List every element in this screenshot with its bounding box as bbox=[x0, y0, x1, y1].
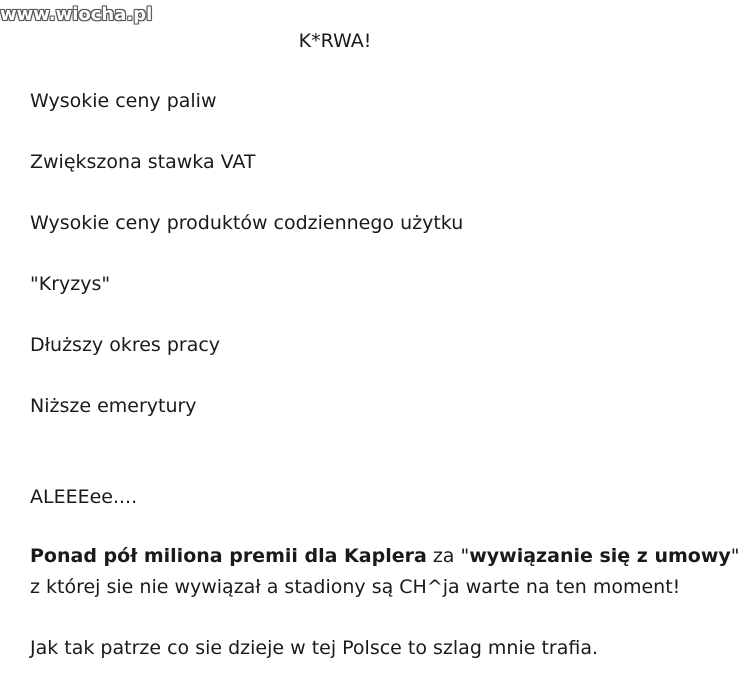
list-item: Wysokie ceny produktów codziennego użytku bbox=[30, 212, 464, 234]
closing-text: Jak tak patrze co sie dzieje w tej Polsce to szlag mnie trafia. bbox=[30, 637, 599, 659]
list-item: Wysokie ceny paliw bbox=[30, 90, 217, 112]
paragraph-bold-phrase: wywiązanie się z umowy bbox=[469, 545, 731, 567]
list-item: "Kryzys" bbox=[30, 273, 111, 295]
list-item: Dłuższy okres pracy bbox=[30, 334, 221, 356]
list-item: Niższe emerytury bbox=[30, 395, 197, 417]
paragraph-text: " z której sie nie wywiązał a stadiony są CH^ja warte na ten moment! bbox=[30, 545, 740, 598]
page-title: K*RWA! bbox=[298, 30, 372, 52]
paragraph-bold-phrase: Ponad pół miliona premii dla Kaplera bbox=[30, 545, 427, 567]
watermark-logo: www.wiocha.pl bbox=[0, 4, 153, 25]
paragraph-text: za " bbox=[426, 545, 470, 567]
main-paragraph bbox=[30, 541, 745, 603]
list-item: Zwiększona stawka VAT bbox=[30, 151, 256, 173]
interjection-text: ALEEEee.... bbox=[30, 486, 138, 508]
